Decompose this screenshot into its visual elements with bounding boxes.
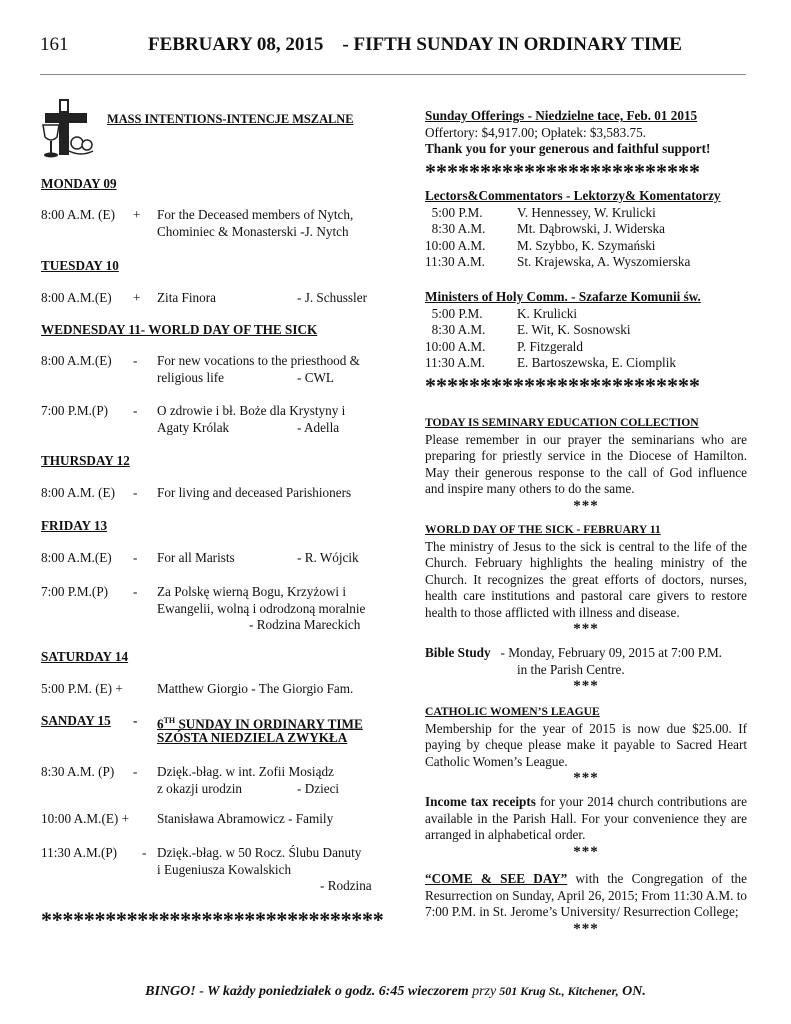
stars-divider: ************************* (425, 372, 700, 398)
ministers-title: Ministers of Holy Comm. - Szafarze Komunii św. (425, 289, 701, 304)
come-see-title: “COME & SEE DAY” (425, 871, 568, 886)
ministers-section (425, 289, 747, 398)
lector-row: 5:00 P.M. V. Hennessey, W. Krulicki (425, 204, 656, 220)
day-heading-tuesday: TUESDAY 10 (41, 258, 119, 273)
separator-stars: *** (573, 770, 599, 786)
bible-study-label: Bible Study (425, 645, 491, 660)
cwl-body: Membership for the year of 2015 is now due $25.00. If paying by cheque please make it payable to Sacred Heart Catholic Women’s League. (425, 720, 747, 769)
separator-stars: *** (573, 920, 599, 937)
sick-day-section (425, 522, 747, 638)
seminary-body: Please remember in our prayer the seminarians who are preparing for priestly service in the Diocese of Hamilton. May their generous response to the call of God influence and inspire many others to do the same. (425, 431, 747, 496)
separator-stars: *** (573, 843, 599, 860)
cwl-title: CATHOLIC WOMEN’S LEAGUE (425, 705, 600, 718)
seminary-title: TODAY IS SEMINARY EDUCATION COLLECTION (425, 416, 699, 429)
minister-row: 5:00 P.M. K. Krulicki (425, 305, 578, 321)
day-heading-friday: FRIDAY 13 (41, 518, 108, 533)
lectors-title: Lectors&Commentators - Lektorzy& Komentatorzy (425, 188, 721, 203)
bingo-footer: BINGO! - W każdy poniedziałek o godz. 6:45 wieczorem przy 501 Krug St., Kitchener, ON. (145, 984, 646, 999)
come-see-section: “COME & SEE DAY” with the Congregation of the Resurrection on Sunday, April 26, 2015; From 11:30 A.M. to 7:00 P.M. in St. Jerome’s University/ Resurrection College; *** (425, 871, 748, 937)
offerings-thanks: Thank you for your generous and faithful support! (425, 141, 711, 156)
mass-intentions-title: MASS INTENTIONS-INTENCJE MSZALNE (107, 112, 354, 126)
stars-divider: ******************************** (41, 907, 384, 932)
lector-row: 10:00 A.M. M. Szybbo, K. Szymański (425, 237, 656, 253)
sick-day-body: The ministry of Jesus to the sick is central to the life of the Church. February highlights the healing ministry of the Church. It recognizes the great efforts of doctors, nurses, health care institutions and pastoral care givers to restore health to those afflicted with illness and disease. (425, 538, 747, 620)
sick-day-title: WORLD DAY OF THE SICK - FEBRUARY 11 (425, 523, 661, 536)
seminary-section (425, 415, 747, 514)
offerings-amounts: Offertory: $4,917.00; Opłatek: $3,583.75. (425, 124, 646, 140)
minister-row: 8:30 A.M. E. Wit, K. Sosnowski (425, 322, 631, 337)
minister-row: 11:30 A.M. E. Bartoszewska, E. Ciomplik (425, 355, 676, 370)
page-title: FEBRUARY 08, 2015 - FIFTH SUNDAY IN ORDINARY TIME (148, 34, 682, 55)
lector-row: 11:30 A.M. St. Krajewska, A. Wyszomierska (425, 254, 691, 269)
day-heading-saturday: SATURDAY 14 (41, 649, 129, 664)
stars-divider: ************************* (425, 158, 700, 184)
page-number: 161 (40, 34, 69, 55)
offerings-title: Sunday Offerings - Niedzielne tace, Feb. 01 2015 (425, 108, 698, 123)
day-heading-thursday: THURSDAY 12 (41, 453, 130, 468)
bible-study-section: Bible Study - Monday, February 09, 2015 at 7:00 P.M. in the Parish Centre. *** (425, 645, 747, 695)
separator-stars: *** (573, 497, 599, 514)
offerings-section (425, 108, 747, 184)
header-divider (40, 74, 746, 75)
chalice-cross-icon (41, 97, 97, 163)
lectors-section (425, 188, 747, 271)
day-heading-wednesday: WEDNESDAY 11- WORLD DAY OF THE SICK (41, 322, 318, 337)
separator-stars: *** (573, 621, 599, 637)
tax-section: Income tax receipts for your 2014 church contributions are available in the Parish Hall. For your convenience they are arranged in alphabetical order. *** (425, 794, 748, 860)
lector-row: 8:30 A.M. Mt. Dąbrowski, J. Widerska (425, 221, 665, 236)
sunday-heading: 6TH SUNDAY IN ORDINARY TIME (157, 716, 363, 732)
separator-stars: *** (573, 678, 599, 694)
tax-title: Income tax receipts (425, 794, 536, 809)
page-header (40, 34, 746, 60)
cwl-section (425, 704, 747, 787)
minister-row: 10:00 A.M. P. Fitzgerald (425, 338, 583, 354)
day-heading-monday: MONDAY 09 (41, 176, 117, 191)
